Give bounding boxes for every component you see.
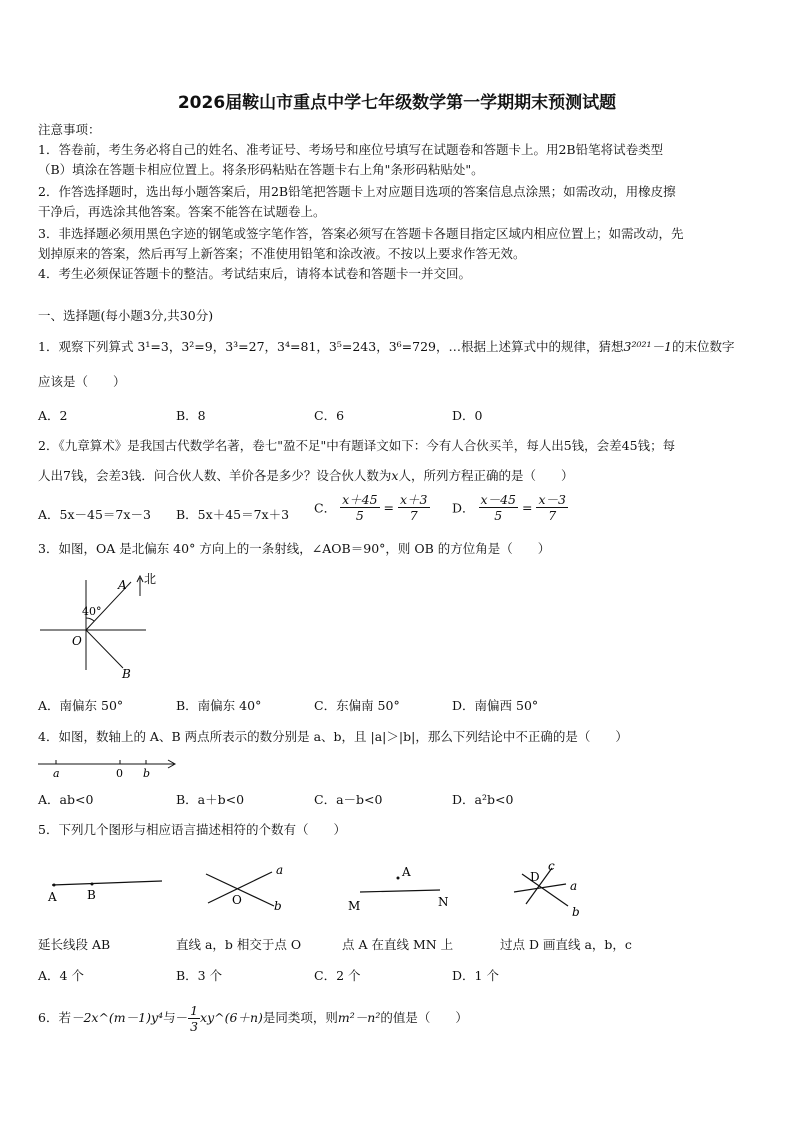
fig1-label-b: B [87,888,96,902]
north-label: 北 [144,572,157,586]
q2-option-d[interactable]: D． $\frac{x-45}{5}$ = $\frac{x-3}{7}$ [452,492,566,523]
q6-text-mid: 是同类项，则 [262,1010,338,1025]
q1-option-c[interactable]: C．6 [314,408,345,423]
q4-option-c[interactable]: C．a－b<0 [314,792,383,807]
fig2-label-a: a [276,863,284,877]
q2-text-end: 人，所列方程正确的是（ ） [398,468,574,483]
point-b [91,883,94,886]
point-o-label: O [72,634,82,648]
q3-option-b[interactable]: B．南偏东 40° [176,698,262,713]
notice-heading: 注意事项： [38,122,101,137]
q2-c-frac-2: $\frac{x+3}{7}$ [399,492,428,523]
q4-option-b[interactable]: B．a＋b<0 [176,792,245,807]
q2-d-frac-1: $\frac{x-45}{5}$ [480,492,516,523]
notice-line-1: 1．答卷前，考生务必将自己的姓名、准考证号、考场号和座位号填写在试题卷和答题卡上。用2B铅笔将试卷类型 [38,142,664,157]
notice-line-6: 划掉原来的答案，然后再写上新答案；不准使用铅笔和涂改液。不按以上要求作答无效。 [38,246,526,261]
fig1-label-a: A [48,890,57,904]
segment-ab [52,881,162,885]
fig4-label-a: a [570,879,578,893]
q1-text: 1．观察下列算式 3¹=3，3²=9，3³=27，3⁴=81，3⁵=243，3⁶=729，…根据上述算式中的规律，猜想 [38,339,624,354]
point-a [397,877,400,880]
q5-caption-1: 延长线段 AB [38,937,111,952]
q5-figure-4 [500,856,600,922]
q2-var: x [391,468,399,483]
q5-caption-2: 直线 a，b 相交于点 O [176,937,302,952]
fig4-label-b: b [572,905,580,919]
fig3-label-a: A [402,865,411,879]
point-b-label: B [122,667,131,681]
q4-number-line [36,752,186,782]
q1-text-end: 的末位数字 [671,339,735,354]
q6-with: 与 [163,1010,176,1025]
fig3-label-n: N [438,895,449,909]
q5-option-d[interactable]: D．1 个 [452,968,499,983]
q2-option-c-label: C． [314,500,337,516]
q2-text: 人出7钱，会差3钱．问合伙人数、羊价各是多少？设合伙人数为 [38,468,392,483]
q1-option-d[interactable]: D．0 [452,408,483,423]
q5-caption-3: 点 A 在直线 MN 上 [342,937,454,952]
fig2-label-o: O [232,893,242,907]
q4-text: 4．如图，数轴上的 A、B 两点所表示的数分别是 a、b，且 |a|＞|b|，那么下列结论中不正确的是（ ） [38,729,628,744]
q3-text: 3．如图，OA 是北偏东 40° 方向上的一条射线，∠AOB＝90°，则 OB 的方位角是（ ） [38,541,551,556]
q5-text: 5．下列几个图形与相应语言描述相符的个数有（ ） [38,822,346,837]
q2-option-b[interactable]: B．5x＋45＝7x＋3 [176,507,290,522]
q2-option-d-label: D． [452,500,475,516]
q2-c-frac-1: $\frac{x+45}{5}$ [342,492,378,523]
fig4-label-c: c [548,859,555,873]
q5-option-c[interactable]: C．2 个 [314,968,361,983]
point-a [53,884,56,887]
q6-text-end: 的值是（ ） [380,1010,468,1025]
angle-label: 40° [82,605,102,618]
question-1 [38,337,758,357]
point-a-label: A [118,578,127,592]
fig4-label-d: D [530,870,540,884]
notice-line-2: （B）填涂在答题卡相应位置上。将条形码粘贴在答题卡右上角"条形码粘贴处"。 [38,162,484,177]
label-zero: 0 [116,767,123,780]
label-b: b [143,767,151,780]
q1-option-b[interactable]: B．8 [176,408,206,423]
q3-option-a[interactable]: A．南偏东 50° [38,698,124,713]
q3-option-c[interactable]: C．东偏南 50° [314,698,400,713]
q4-option-d[interactable]: D．a²b<0 [452,792,514,807]
page-title: 2026届鞍山市重点中学七年级数学第一学期期末预测试题 [177,93,617,113]
q2-d-frac-2: $\frac{x-3}{7}$ [538,492,566,523]
q5-option-a[interactable]: A．4 个 [38,968,84,983]
line-mn [360,890,440,892]
q6-text: 6．若 [38,1010,71,1025]
q6-term-1: －2x^(m－1)y⁴ [70,1010,164,1025]
q2-option-a[interactable]: A．5x－45＝7x－3 [38,507,151,522]
q5-caption-4: 过点 D 画直线 a，b，c [500,937,632,952]
q5-figure-2 [198,858,298,914]
q6-expr: m²－n² [337,1010,381,1025]
q1-expr: 3²⁰²¹－1 [623,339,672,354]
notice-line-4: 干净后，再选涂其他答案。答案不能答在试题卷上。 [38,204,326,219]
q3-option-d[interactable]: D．南偏西 50° [452,698,539,713]
question-6: 6．若－2x^(m－1)y⁴与－ $\frac{1}{3}$ xy^(6＋n)是同类项，则m²－n²的值是（ ） [38,1003,468,1034]
ray-ob [86,630,123,668]
notice-line-7: 4．考生必须保证答题卡的整洁。考试结束后，请将本试卷和答题卡一并交回。 [38,266,471,281]
q1-option-a[interactable]: A．2 [38,408,68,423]
angle-arc [86,618,94,621]
q5-figure-3 [340,858,460,914]
q1-continuation: 应该是（ ） [38,374,126,389]
fig3-label-m: M [348,899,361,913]
q6-term-2-frac: $\frac{1}{3}$ [190,1003,199,1034]
section-heading: 一、选择题(每小题3分,共30分) [38,308,214,323]
q2-line-2 [38,466,758,486]
label-a: a [53,767,60,780]
q2-line-1: 2．《九章算术》是我国古代数学名著，卷七"盈不足"中有题译文如下：今有人合伙买羊，每人出5钱，会差45钱；每 [38,438,676,453]
q2-option-c[interactable]: C． $\frac{x+45}{5}$ = $\frac{x+3}{7}$ [314,492,428,523]
notice-line-3: 2．作答选择题时，选出每小题答案后，用2B铅笔把答题卡上对应题目选项的答案信息点涂黑；如需改动，用橡皮擦 [38,184,676,199]
fig2-label-b: b [274,899,282,913]
notice-line-5: 3．非选择题必须用黑色字迹的钢笔或签字笔作答，答案必须写在答题卡各题目指定区域内相应位置上；如需改动，先 [38,226,684,241]
q6-term-2: xy^(6＋n) [200,1010,263,1025]
q4-option-a[interactable]: A．ab<0 [38,792,94,807]
q5-option-b[interactable]: B．3 个 [176,968,223,983]
q5-figure-1 [40,860,170,910]
q3-figure [36,566,166,686]
